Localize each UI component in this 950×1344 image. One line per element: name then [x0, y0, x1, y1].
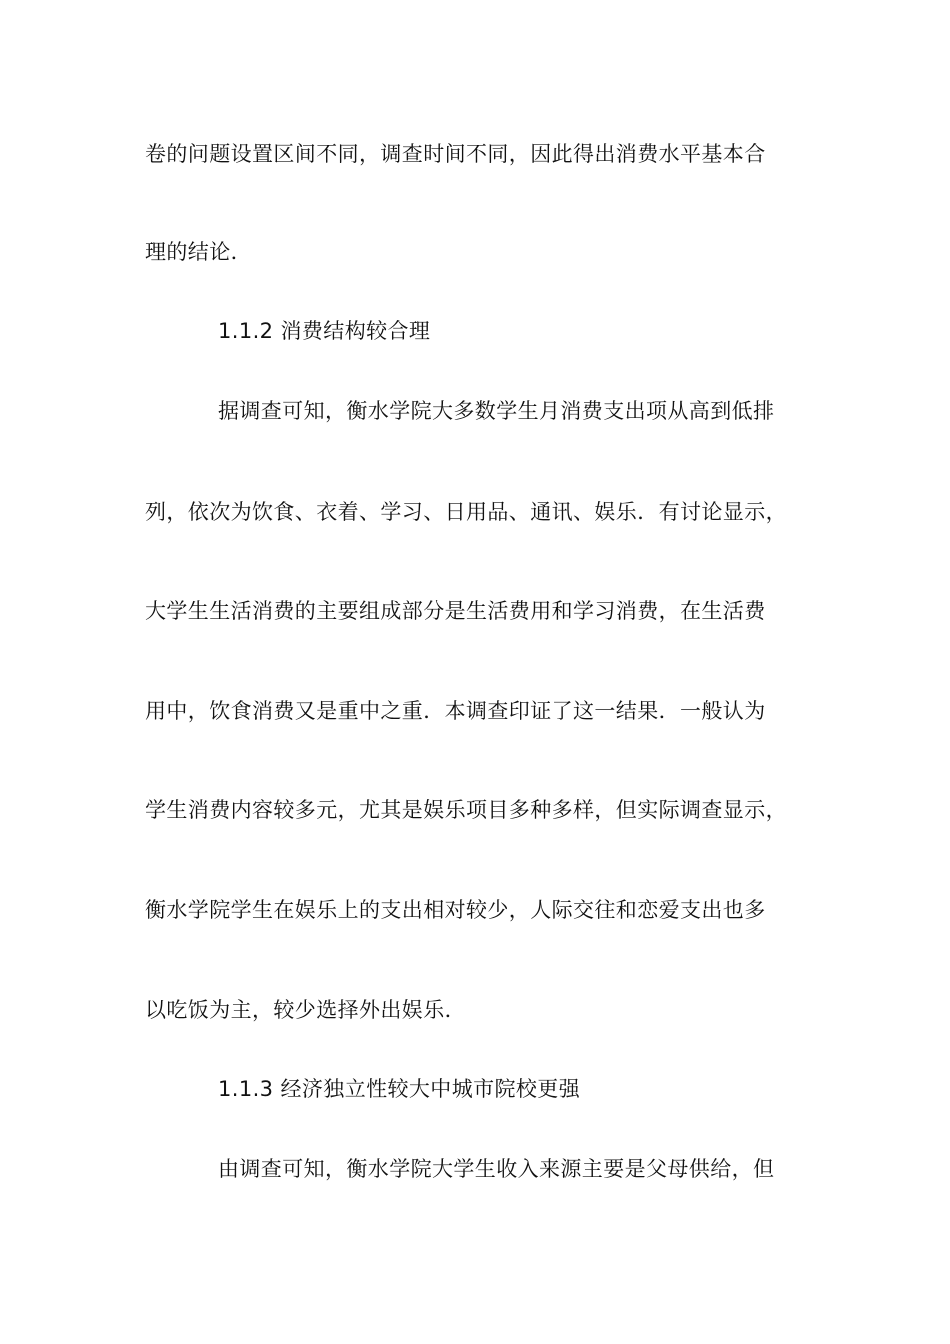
paragraph-line: 衡水学院学生在娱乐上的支出相对较少，人际交往和恋爱支出也多: [145, 898, 766, 922]
paragraph-line: 用中，饮食消费又是重中之重．本调查印证了这一结果．一般认为: [145, 699, 766, 723]
paragraph-line: 理的结论．: [145, 240, 252, 264]
paragraph-line: 由调查可知，衡水学院大学生收入来源主要是父母供给，但: [218, 1157, 775, 1181]
section-heading-1-1-3: 1.1.3 经济独立性较大中城市院校更强: [218, 1077, 581, 1101]
paragraph-line: 据调查可知，衡水学院大多数学生月消费支出项从高到低排: [218, 399, 775, 423]
paragraph-line: 以吃饭为主，较少选择外出娱乐．: [145, 998, 466, 1022]
section-heading-1-1-2: 1.1.2 消费结构较合理: [218, 319, 431, 343]
paragraph-line: 卷的问题设置区间不同，调查时间不同，因此得出消费水平基本合: [145, 142, 766, 166]
paragraph-line: 学生消费内容较多元，尤其是娱乐项目多种多样，但实际调查显示，: [145, 798, 787, 822]
paragraph-line: 列，依次为饮食、衣着、学习、日用品、通讯、娱乐．有讨论显示，: [145, 500, 787, 524]
paragraph-line: 大学生生活消费的主要组成部分是生活费用和学习消费，在生活费: [145, 599, 766, 623]
